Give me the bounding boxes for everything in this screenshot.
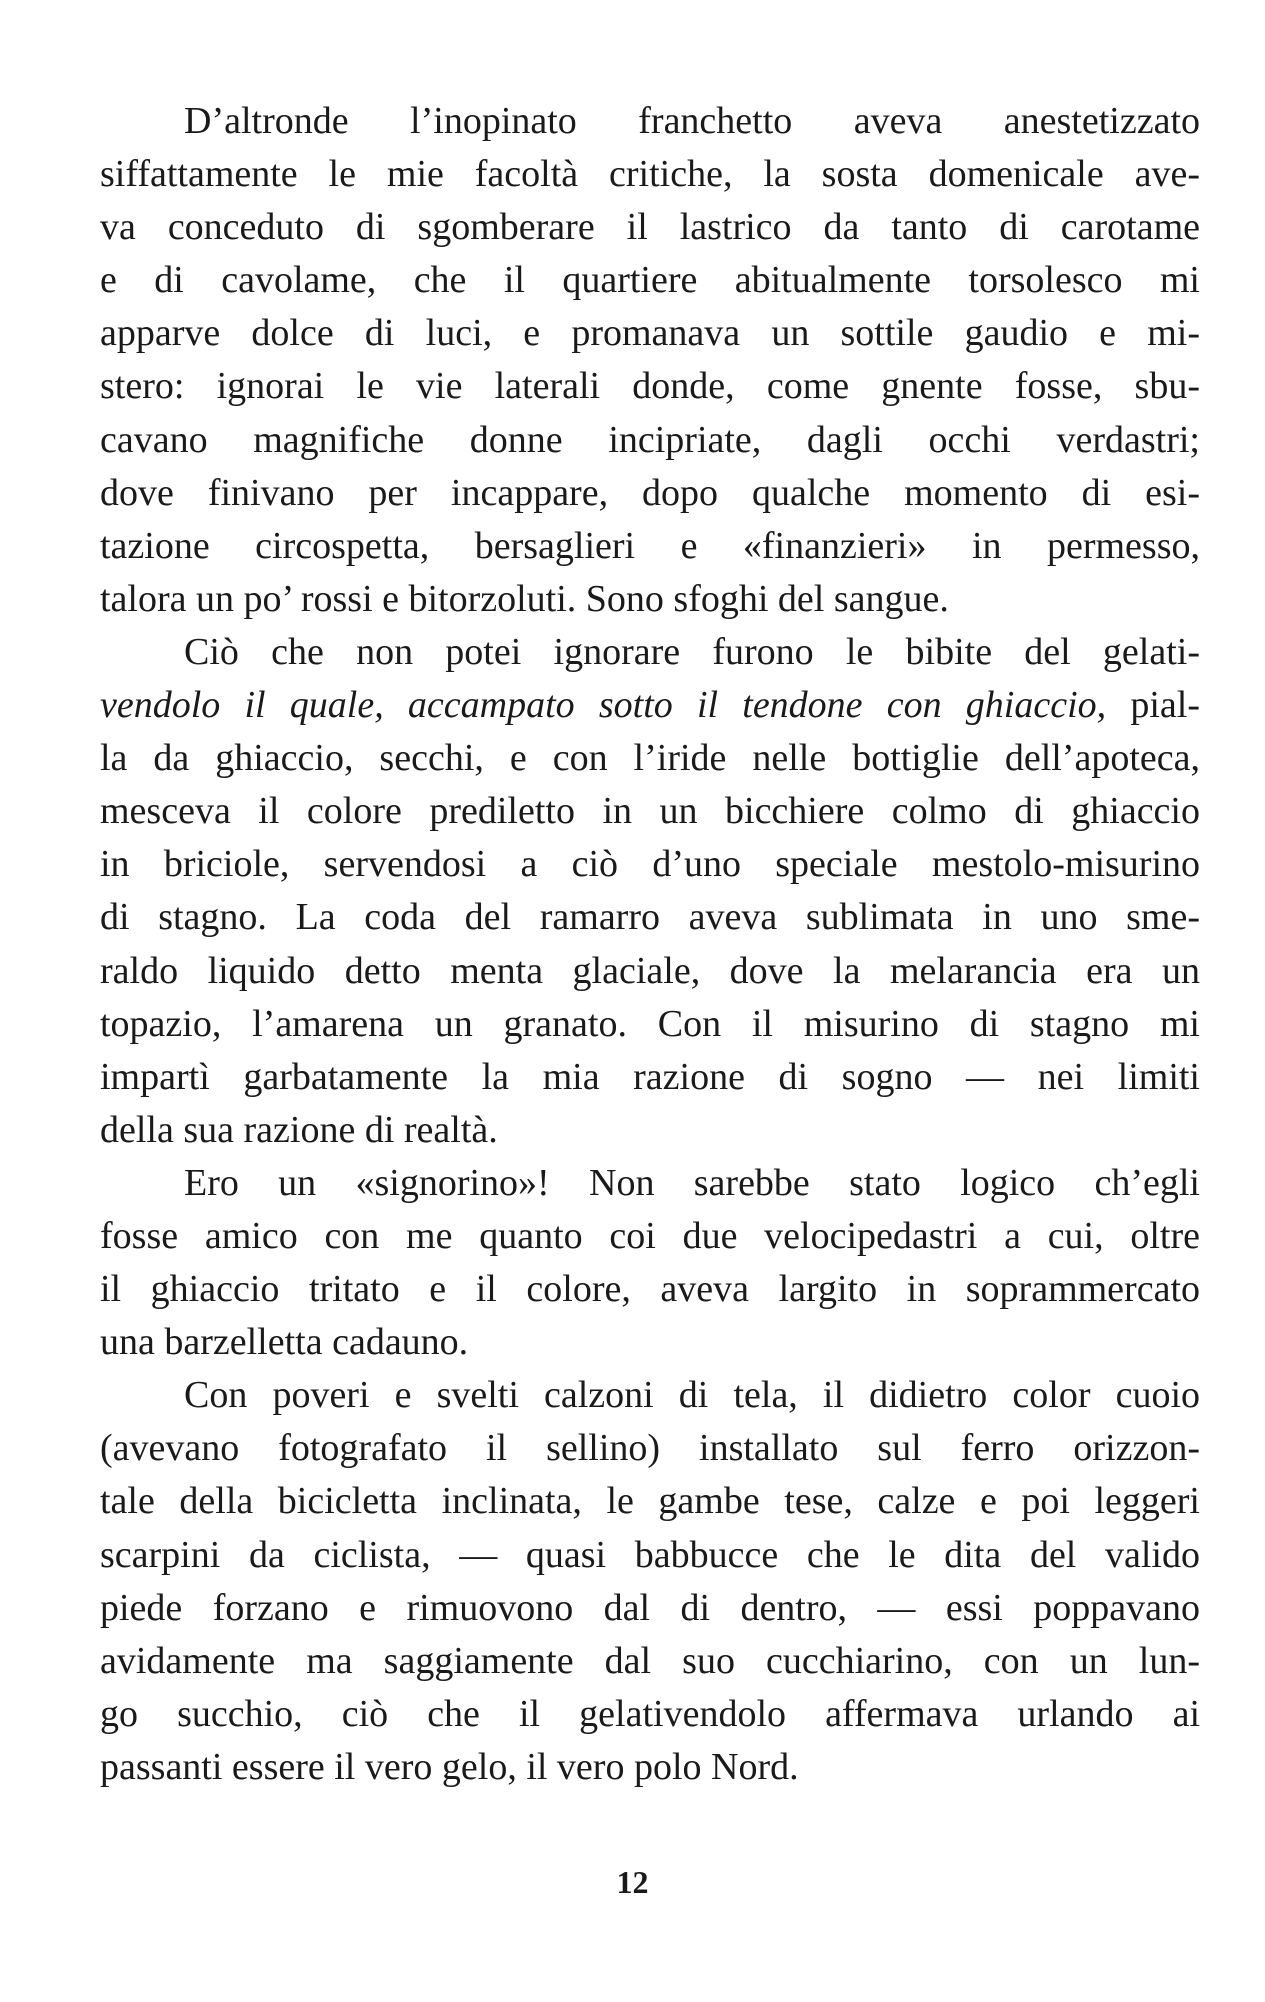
text-line: siffattamente le mie facoltà critiche, la sosta domenicale ave- (100, 153, 1200, 196)
body-text (100, 95, 1200, 1794)
text-line: D’altronde l’inopinato franchetto aveva anestetizzato (184, 100, 1200, 142)
text-line: una barzelletta cadauno. (100, 1321, 469, 1364)
text-line: mesceva il colore prediletto in un bicchiere colmo di ghiaccio (100, 790, 1200, 833)
text-line: passanti essere il vero gelo, il vero polo Nord. (100, 1745, 799, 1788)
page-number: 12 (616, 1864, 649, 1900)
text-line: impartì garbatamente la mia razione di sogno — nei limiti (100, 1055, 1200, 1098)
text-line: go succhio, ciò che il gelativendolo affermava urlando ai (100, 1692, 1200, 1735)
text-line: talora un po’ rossi e bitorzoluti. Sono sfoghi del sangue. (100, 577, 949, 620)
text-line: la da ghiaccio, secchi, e con l’iride nelle bottiglie dell’apoteca, (100, 737, 1200, 780)
text-line: Ero un «signorino»! Non sarebbe stato logico ch’egli (184, 1161, 1200, 1204)
text-line: di stagno. La coda del ramarro aveva sublimata in uno sme- (100, 896, 1200, 939)
text-line: e di cavolame, che il quartiere abitualmente torsolesco mi (100, 259, 1200, 302)
paragraph-3 (100, 1157, 1200, 1369)
text-line: dove finivano per incappare, dopo qualche momento di esi- (100, 471, 1200, 514)
text-line: tazione circospetta, bersaglieri e «finanzieri» in permesso, (100, 524, 1200, 567)
paragraph-1 (100, 95, 1200, 626)
text-line: (avevano fotografato il sellino) installato sul ferro orizzon- (100, 1427, 1200, 1470)
text-line: topazio, l’amarena un granato. Con il misurino di stagno mi (100, 1002, 1200, 1045)
text-line: tale della bicicletta inclinata, le gambe tese, calze e poi leggeri (100, 1480, 1200, 1523)
text-span: pial- (1106, 684, 1200, 727)
text-line: Con poveri e svelti calzoni di tela, il didietro color cuoio (184, 1374, 1200, 1417)
text-line: cavano magnifiche donne incipriate, dagli occhi verdastri; (100, 418, 1200, 461)
text-line: in briciole, servendosi a ciò d’uno speciale mestolo-misurino (100, 843, 1200, 886)
text-line: il ghiaccio tritato e il colore, aveva largito in soprammercato (100, 1268, 1200, 1311)
text-line: scarpini da ciclista, — quasi babbucce che le dita del valido (100, 1533, 1200, 1576)
text-line: Ciò che non potei ignorare furono le bibite del gelati- (184, 630, 1200, 673)
text-line: della sua razione di realtà. (100, 1108, 498, 1151)
text-line (100, 679, 1200, 732)
text-line: raldo liquido detto menta glaciale, dove la melarancia era un (100, 949, 1200, 992)
text-line: fosse amico con me quanto coi due velocipedastri a cui, oltre (100, 1214, 1200, 1257)
text-line: piede forzano e rimuovono dal di dentro, — essi poppavano (100, 1586, 1200, 1629)
text-line: stero: ignorai le vie laterali donde, come gnente fosse, sbu- (100, 365, 1200, 408)
text-line: va conceduto di sgomberare il lastrico da tanto di carotame (100, 206, 1200, 249)
text-line: avidamente ma saggiamente dal suo cucchiarino, con un lun- (100, 1639, 1200, 1682)
italic-text: vendolo il quale, accampato sotto il tendone con ghiaccio, (100, 684, 1107, 727)
paragraph-4 (100, 1369, 1200, 1794)
text-line: apparve dolce di luci, e promanava un sottile gaudio e mi- (100, 312, 1200, 355)
paragraph-2 (100, 626, 1200, 1157)
